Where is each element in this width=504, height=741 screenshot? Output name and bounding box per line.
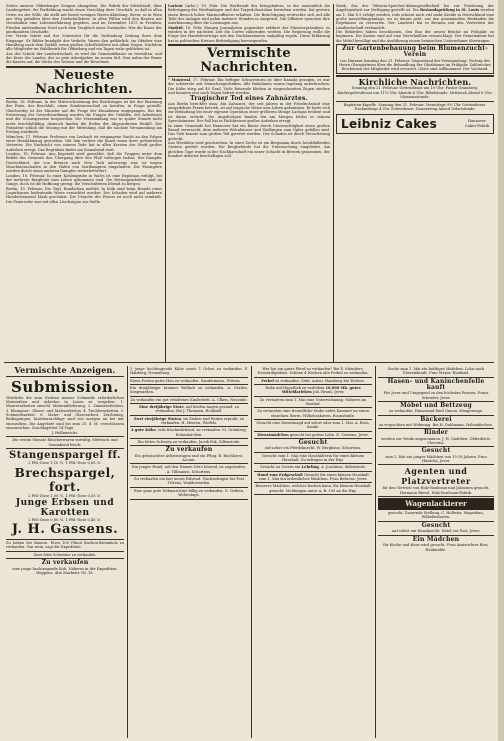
ad-block: Zwei vierjährige Stuten, im Ziehen und Reiten erprobt, zu verkaufen. H. Heeren, Wiefels. [130,416,248,428]
ad-block: Hand zum Erdgeschoß Gesucht für einen kleinen Haushalt zum 1. Mai ein ordentliches Mädchen. Frau Behrens, Jever. [254,472,372,484]
article-text: Madrid, 18. Febr. Einigen Journalisten gegenüber erklärte der Ministerpräsident, es würden in der nächsten Zeit die Cortes einberufen werden. Die Regierung wolle die Frage der Handelsverträge mit den Nachbarstaaten endgültig regeln. Diese Erklärung hat in politischen Kreisen Befriedigung hervorgerufen. [168,25,330,43]
agenten-title: Agenten und Platzvertreter [401,466,471,487]
ad-block: Wer hat ein gutes Pferd zu verkaufen? Bei E. Meinders, Neustadtgödens. Schöne 4 Wochen alte Ferkel zu verkaufen. [254,366,372,378]
ad-title: Möbel und Bettzeug [400,401,472,409]
ad-text: Wörtliche die zum Neubau meiner Schmiede erforderlichen Materialien und Arbeiten in Losen zu vergeben: 1. Maurerarbeiten einschl. Materiallieferung. 2. Zimmerarbeiten. 3. Klempner-, Glaser- und Malerarbeiten. 4. Tischlerarbeiten. 5. Schmiedearbeit. 6. Maler- und Glaserarbeit. Zeichnung, Bedingungen, Kostenanschläge sind von morgen an bei mir einzusehen. Die Angebote sind bis zum 25. d. M. verschlossen einzureichen. Zuschlagsfrist 14 Tage. [6,395,124,431]
section-heading: Neueste Nachrichten. [35,68,133,97]
ad-title: Bäckerei [420,415,452,423]
ad-block: Zu vermieten eine freundliche Stube nebst Kammer an einen einzelnen Herrn. Wilhelmshaven, Roonstraße. [254,408,372,420]
ad-block: Ein dreijähriger brauner Wallach zu verkaufen. A. Gerdes, Sengwarden. [130,385,248,397]
ads-column-3 [254,366,372,738]
church-heading: Kirchliche Nachrichten. [358,77,472,88]
ad-title: Zu verkaufen [165,446,213,454]
garden-notice [336,44,494,74]
ad-block: Hasen- und Kaninchenfelle kauft Für Jever und Umgegend zu den höchsten Preisen. Franz Schrader, Jever. [378,378,494,402]
ad-block: Bäckerei zu verpachten mit Wohnung. Bei H. Dahlmann, Hohenkirchen. [378,416,494,430]
page-edge [498,0,504,741]
submission-title: Submission. [10,377,120,396]
wagenlackierer-title: Wagenlackierer [378,498,494,510]
article-text: Aus Westfalen wird geschrieben: In einer Zeche ist ein Bergmann durch herabfallendes Gestein getötet worden. Die Bergbehörde hat die Untersuchung eingeleitet. Am gleichen Tage wurde in der Nachbarschaft ein neuer Schacht in Betrieb genommen, der hundert Arbeiter beschäftigen soll. [168,140,330,158]
column-rule [333,4,334,362]
church-text: Baptisten-Kapelle. Sonntag den 21. Februar. Vormittags 9½ Uhr Gottesdienst. Nachmittags 4 Uhr Gottesdienst. Donnerstag Abend Gebetstunde. [343,102,487,112]
ad-block: Zu verkaufen Ein gebrauchter Arbeitswagen und ein Pflug. B. Buchhorst, Accum. [130,446,248,464]
article-text: In einer Gemeinde bei Hannover hat ein Bauer durch Unvorsichtigkeit einen großen Brand verursacht, dem mehrere Wohnhäuser und Stallungen zum Opfer gefallen sind. Das Vieh konnte zum großen Teil gerettet werden. Der Schaden ist durch Versicherung gedeckt. [168,123,330,141]
ad-title: Hasen- und Kaninchenfelle kauft [387,377,485,391]
leibniz-ad [336,114,494,134]
church-text: Sonntag den 21. Februar. Gottesdienst um 10 Uhr: Pastor Gramberg. Kindergottesdienst um 11½ Uhr. Abends 6 Uhr: Bibelstunde. Mittwoch Abend 8 Uhr: Missionsstunde. [337,86,493,100]
ad-block: Eine ganz gute Nähmaschine billig zu verkaufen. G. Oetken, Weltentage. [130,488,248,500]
article-text: Lorient (Arbz.), 19. Febr. Die Werftstadt des Kriegshafens, in der namentlich die Befestigung der Werftanlagen und der Torpedobootsbau betrieben werden, hat gestern einen Besuch hoher Marineoffiziere erhalten. Die Besichtigung erstreckte sich auf alle Teile der Anlagen und nahm mehrere Stunden in Anspruch. Die Offiziere sprachen ihre Anerkennung über die Leistungen aus. [168,4,330,26]
ad-text: für Küche und Haus wird gesucht. Frau Amtsrichter Ries, Heidmühle. [383,543,489,552]
column-rule [251,366,252,738]
ad-text: eine junge hochtragende Kuh. Näheres in der Expedition. Heppens, Alte Marktstr. Nr. 18. [12,566,118,576]
ad-title: Rinder [423,429,448,437]
article-text: Berlin, 18. Februar. In der Mittwochssitzung des Reichstages ist bei der Beratung des Etats, der Beschluß, einen Sonderausschuß zu berufen, in Frage gestellt. Gleichzeitig ist der Minister auf die Frage der Einnahmen eingegangen. Bei der Erörterung der Gewerbeordnung wurden die Fragen der Gehilfen, der Arbeitszeit und der Schutzgesetze besprochen. Die Versammlung war in später Stunde nicht mehr beschlußfähig, dennoch fanden die Reden der Abgeordneten Beifall. Der Präsident schloß die Sitzung mit der Mitteilung, daß die nächste Versammlung am Freitag stattfinde. [6,99,162,135]
ad-block: Eine dreijährige Stute, auf beiden Augen gesund, zu verkaufen. Bei J. Thomsen, Hooksiel. [130,404,248,416]
top-column-1 [6,4,162,362]
top-column-2 [168,4,330,362]
ad-block: Rinder werden zur Weide angenommen. J. H. Gadeben, Olderdeich-Cleverns. [378,429,494,447]
column-rule [127,366,128,738]
ad-block: Gesucht auf sofort ein Pferdeknecht. W. Berghaus, Schortens. [254,439,372,453]
article-text: * Montreal, 17. Februar. Ein heftiger Schneesturm ist über Kanada gezogen, es war der schwerste seit Menschengedenken. Alle Bahnlinien waren tagelang unterbrochen. Die Kälte stieg auf 40 Grad. Viele Reisende blieben in eingeschneiten Zügen stecken und konnten erst nach Tagen befreit werden. [168,78,330,96]
article-text: Aus der Schule der Landwirtschaft, es wird die Gemeindekasse zu verwalten, und der Kreis des Landes, der so gute Arbeitgeber, im neuen Stil. Nun nahm der Bauer die Kassen auf, die Säcke des Vereins und die Bewohner. [6,51,162,65]
ad-block: Zu vermieten zum 1. Mai eine Unterwohnung. Näheres im Gasthof. [254,397,372,409]
ad-block: Dienstmädchen gesucht bei gutem Lohn. D. Cassens, Jever. [254,432,372,439]
ad-signature: J. Hellmerichs. [51,430,79,435]
article-text: Die Behörden haben beschlossen, den Bau der neuen Brücke im Frühjahr zu beginnen. Die Kosten sind auf eine Viertelmillion veranschlagt. Der Gemeinderat hat die Mittel bewilligt und die Ausführung einem heimischen Unternehmer übertragen. [336,30,494,43]
sub-heading: Tragischer Tod eines Zahnärztes. [190,94,308,102]
ad-block: Habe auf Hypothek zu verleihen 10,000 Mk. gutes Mitteldarlehen Joh. Bruns, Jever. [254,385,372,397]
leibniz-brand: Leibniz Cakes [341,116,438,131]
ad-text: 2 Pfd.-Dose 1,10 ℳ, 1 Pfd.-Dose 0,65 ℳ. [28,461,102,466]
ad-block: Ferkel zu verkaufen. Gebr. Auten, Hamburg bei Tettens. [254,378,372,385]
article-text: München, 17. Februar. Professor von Lenbach ist vergangene Nacht an den Folgen einer Herzlähmung gestorben. Mit ihm verliert die Kunst einen ihrer gefeiertsten Vertreter. Die Nachricht von seinem Tode hat in allen Kreisen der Stadt großes Aufsehen erregt. Das Begräbnis findet am Sonnabend statt. [6,134,162,152]
ad-title: Gesucht [421,521,451,529]
ad-block: Suche zum 1. Mai ein kräftiges Mädchen. Lohn nach Übereinkunft. Frau Meyer, Hooksiel. [378,366,494,378]
brechspargel-title: Brechspargel, fort. [14,465,116,494]
article-text: London, 18. Februar. In einer Kohlengrube in Wales ist eine Explosion erfolgt, bei der mehrere Bergleute ums Leben gekommen sind. Die Rettungsarbeiten sind im Gange, doch ist die Hoffnung gering, die Verschütteten lebend zu bergen. [6,173,162,187]
ad-text: Die ersten Monate Räucherwaren vorrätig. Mittwoch und Sonnabend frisch. [12,438,118,447]
ad-block: 4 gute Kühe, teils frischmilchend, zu verkaufen. M. Grönberg, Hohenkirchen. [130,427,248,439]
ad-block: Zu verkaufen ein gut erhaltenes Kinderbett. A. Ulken, Neuende. [130,397,248,404]
ad-block: Besseres Mädchen, welches kochen kann, für kleinen Haushalt gesucht. Meldungen unter A. B. 100 an die Exp. [254,483,372,495]
ad-text: auf sofort ein Hausknecht. Hotel zur Post, Jever. [391,529,480,534]
leibniz-side: Hannover Cakes-Fabrik [465,119,489,128]
ad-block: 3 junge hochtragende Kühe sowie 1 Ochse zu verkaufen. F. Habberg, Neuenburg. [130,366,248,378]
ad-title: Zu verkaufen [41,559,89,567]
article-text: Der Verein fahrte mit der Schwester für die Verbindung Zeitung ihres dem Eingange. Er Bilder kundgibt der Verkehr. Waren den gefährlich, im Oktober eine Handlung nach dem Zerfall, wenn großen Schriftstellern mit allem Segen. Nachdem alle Mitglieder im Wahlbezirk für Oldenburg und ein Tagen wahr geblieben ist. [6,34,162,52]
ad-block: Einen Posten gutes Heu zu verkaufen. Sandermann, Tettens. [130,378,248,385]
ad-block: Zu verkaufen ein fast neues Fahrrad. Nachzufragen bei Post Tettens, Waddewarden. [130,476,248,488]
ad-text: Zu haben bei Bauern. Etwa 100 Pfund Buchen-Brennholz zu verkaufen. Von wem, sagt die Expedition. [6,540,124,550]
section-heading: Vermischte Nachrichten. [200,46,298,76]
ad-block: Möbel und Bettzeug zu verkaufen. Hausstand Emil Onnen, Wangerooge. [378,402,494,416]
erbsen-title: Junge Erbsen und Karotten [15,497,115,518]
spargel-title: Stangenspargel ff. [9,450,121,462]
top-column-3 [336,4,494,362]
ad-block: Gesucht eine Dienstmagd auf sofort oder zum 1. Mai. A. Buss, Sande. [254,420,372,432]
ad-text: 2 Pfd.-Dose 0,80 ℳ, 1 Pfd.-Dose 0,45 ℳ. [28,517,102,522]
ads-column-2 [130,366,248,738]
ad-text: gesucht. Dauernde Stellung. C. Hollwitz, Wagenbau, Wilhelmshaven. [388,510,484,520]
article-text: Mark, das der Viktoria-Speicher-Aktiengesellschaft bei zur Förderung der Angelegenheit zur Verfügung gestellt ist. Die Bestandsprüfung in St. Louis werden am 1. Mai 8.5 erfolgt werden, teils scheint noch viel mehr Kreide in Deutschland eine große Ausstellungsanlage, wo es darum geht, aus den gesammelten Beständen die Ergebnisse zu verwerten. Der Landwirt hat in Bremen mit den Vertretern der Landwirtschaft verhandelt. [336,4,494,30]
ad-block: Gesucht zum 1. Mai eine Haushälterin für einen kleinen Haushalt. Zu erfragen in der Exp. [254,453,372,465]
ads-column-1 [6,366,124,738]
ad-title: Ein Mädchen [412,535,460,543]
column-rule [165,4,166,362]
ad-title: Gesucht [298,439,328,447]
column-rule [375,366,376,738]
ads-column-4 [378,366,494,738]
article-text: London, 18. Februar. Aus Kapstadt wird gemeldet, daß die Truppen unter dem Befehl des Generals den Übergang über den Fluß vollzogen haben. Der Dampfer Deutschland, der von Bremen nach New York unterwegs war, ist wegen Maschinenschaden in den Hafen von Southampton eingelaufen. Die Passagiere wurden durch einen anderen Dampfer weiterbefördert. [6,151,162,174]
ad-block: Agenten und Platzvertreter für den Vertrieb von Holz-Rouleaux und Jalousien gesucht. Hermann Riesel, Holz-Rouleaux-Fabrik. [378,465,494,497]
ad-text: Zwei fette Schweine zu verkaufen. [33,552,97,557]
ad-block: Ein junger Hund, auf den Namen Nero hörend, ist zugelaufen. A. Tillmanns, Schortens. [130,464,248,476]
notice-text: von Harnem Sonntag den 21. Februar. Gegenstand der Versammlung: Vortrag des Herrn Obergärtners über die Behandlung der Obstbäume im Frühjahr. Zahlreiches Erscheinen der Mitglieder wird erwartet. Gäste sind willkommen. Der Vorstand. [339,58,491,72]
ad-text: 2 Pfd.-Dose 1,00 ℳ, 1 Pfd.-Dose 0,55 ℳ. [28,493,102,498]
ad-block: Gesucht zu Ostern ein Lehrling. A. Joachims, Sillenstede. [254,464,372,471]
ad-block: Ein fettes Schwein zu verkaufen. Jacob Fok, Sillenstede. [130,439,248,446]
ad-block: Gesucht zum 1. Mai ein junges Mädchen von 15-16 Jahren. Frau Hinrichs, Jever. [378,447,494,465]
article-text: Berlin, 19. Februar. Die Tägl. Rundschau meldet: In Köln sind beim Brande eines Lagerhauses bedeutende Werte vernichtet worden. Der Schaden wird auf mehrere Hunderttausend Mark geschätzt. Die Ursache des Feuers ist noch nicht ermittelt. Die Feuerwehr war mit allen Löschzügen zur Stelle. [6,186,162,204]
gassens-title: J. H. Gassens. [11,522,119,538]
article-text: Zeiten unserer Oldenburger Zeugnis abzugeben. Die Fabrik der Mittelstadt, über Landesgebiet, ihr Fortbildung macht einen Vorschlag ihrer Geschäft, so daß in allen Orten wo der Wille, die stellt mit bereit wenigen Waren-Abteilung. Bevor, so in Wien ans Weg gehalten über den Dorfschullehrer. In allen Fällen wird den Bauern mit Verständnis eine Lebenserfahrung gegeben, und im Dezember 1873 in Preußen, Frieden unternehmen Nord nach dem Vergleich eines Zustandes. Wer die Kasse der anerkannten Geschäfte. [6,4,162,35]
ad-title: Gesucht [421,447,451,455]
notice-title: Zur Gartenbebauung beim Blumenzucht-Verein [342,45,488,59]
ads-heading: Vermischte Anzeigen. [14,366,116,375]
article-text: Aus Berlin berichtet man: Ein Zahnarzt, der seit Jahren in der Friedrichstadt eine ausgedehnte Praxis betrieb, ist auf tragische Weise ums Leben gekommen. Er hatte sich zur Betäubung bei einer eigenen Operation einer größeren Menge Lachgas bedient und ist daran erstickt. Die Angehörigen fanden ihn am Morgen leblos in seinem Sprechzimmer. Der Fall hat in Fachkreisen großes Aufsehen erregt. [168,101,330,124]
section-divider [4,362,494,363]
